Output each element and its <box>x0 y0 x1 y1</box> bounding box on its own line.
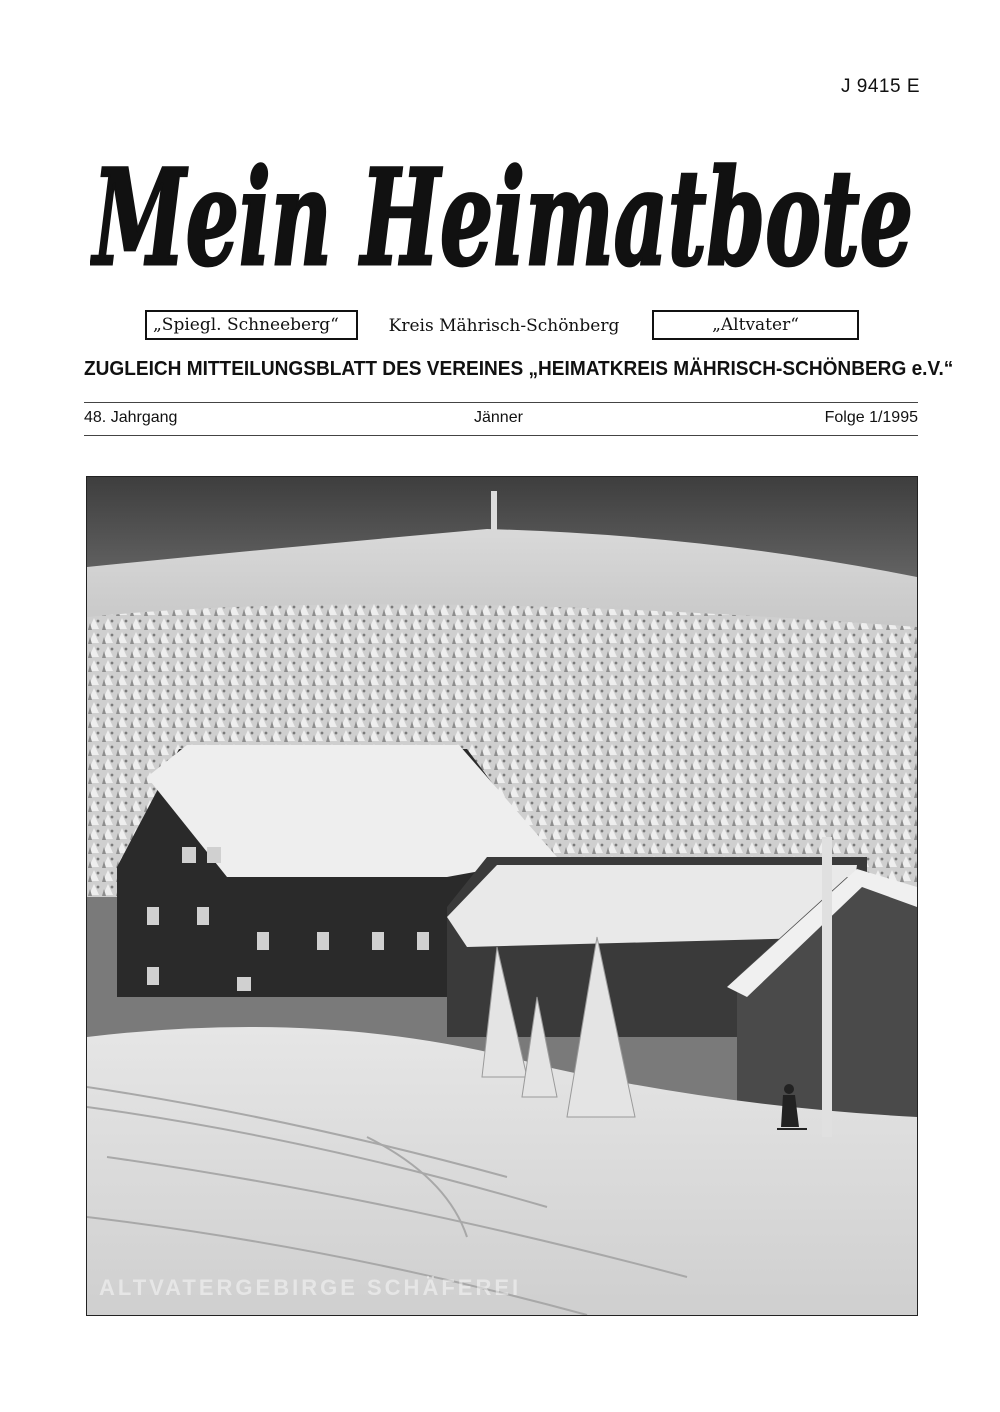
district-label: Kreis Mährisch-Schönberg <box>388 316 620 336</box>
divider-bottom <box>84 435 918 436</box>
region-label-schneeberg: „Spiegl. Schneeberg“ <box>153 315 339 335</box>
region-box-altvater <box>652 310 859 340</box>
cover-photo-illustration <box>87 477 917 1315</box>
cover-photo <box>86 476 918 1316</box>
masthead <box>90 106 916 302</box>
issue-number: Folge 1/1995 <box>824 409 918 426</box>
region-label-altvater: „Altvater“ <box>712 315 799 335</box>
region-box-schneeberg <box>145 310 358 340</box>
issue-info-row <box>84 408 918 432</box>
photo-tower <box>491 491 497 531</box>
issue-month: Jänner <box>474 409 523 426</box>
photo-caption: ALTVATERGEBIRGE SCHÄFEREI <box>99 1275 522 1300</box>
photo-pole <box>822 837 832 1137</box>
divider-top <box>84 402 918 403</box>
publication-code: J 9415 E <box>841 76 920 97</box>
subtitle: ZUGLEICH MITTEILUNGSBLATT DES VEREINES „HEIMATKREIS MÄHRISCH-SCHÖNBERG e.V.“ <box>84 357 954 380</box>
issue-volume: 48. Jahrgang <box>84 409 178 426</box>
masthead-svg <box>90 106 916 302</box>
masthead-title: Mein Heimatbote <box>90 141 913 296</box>
